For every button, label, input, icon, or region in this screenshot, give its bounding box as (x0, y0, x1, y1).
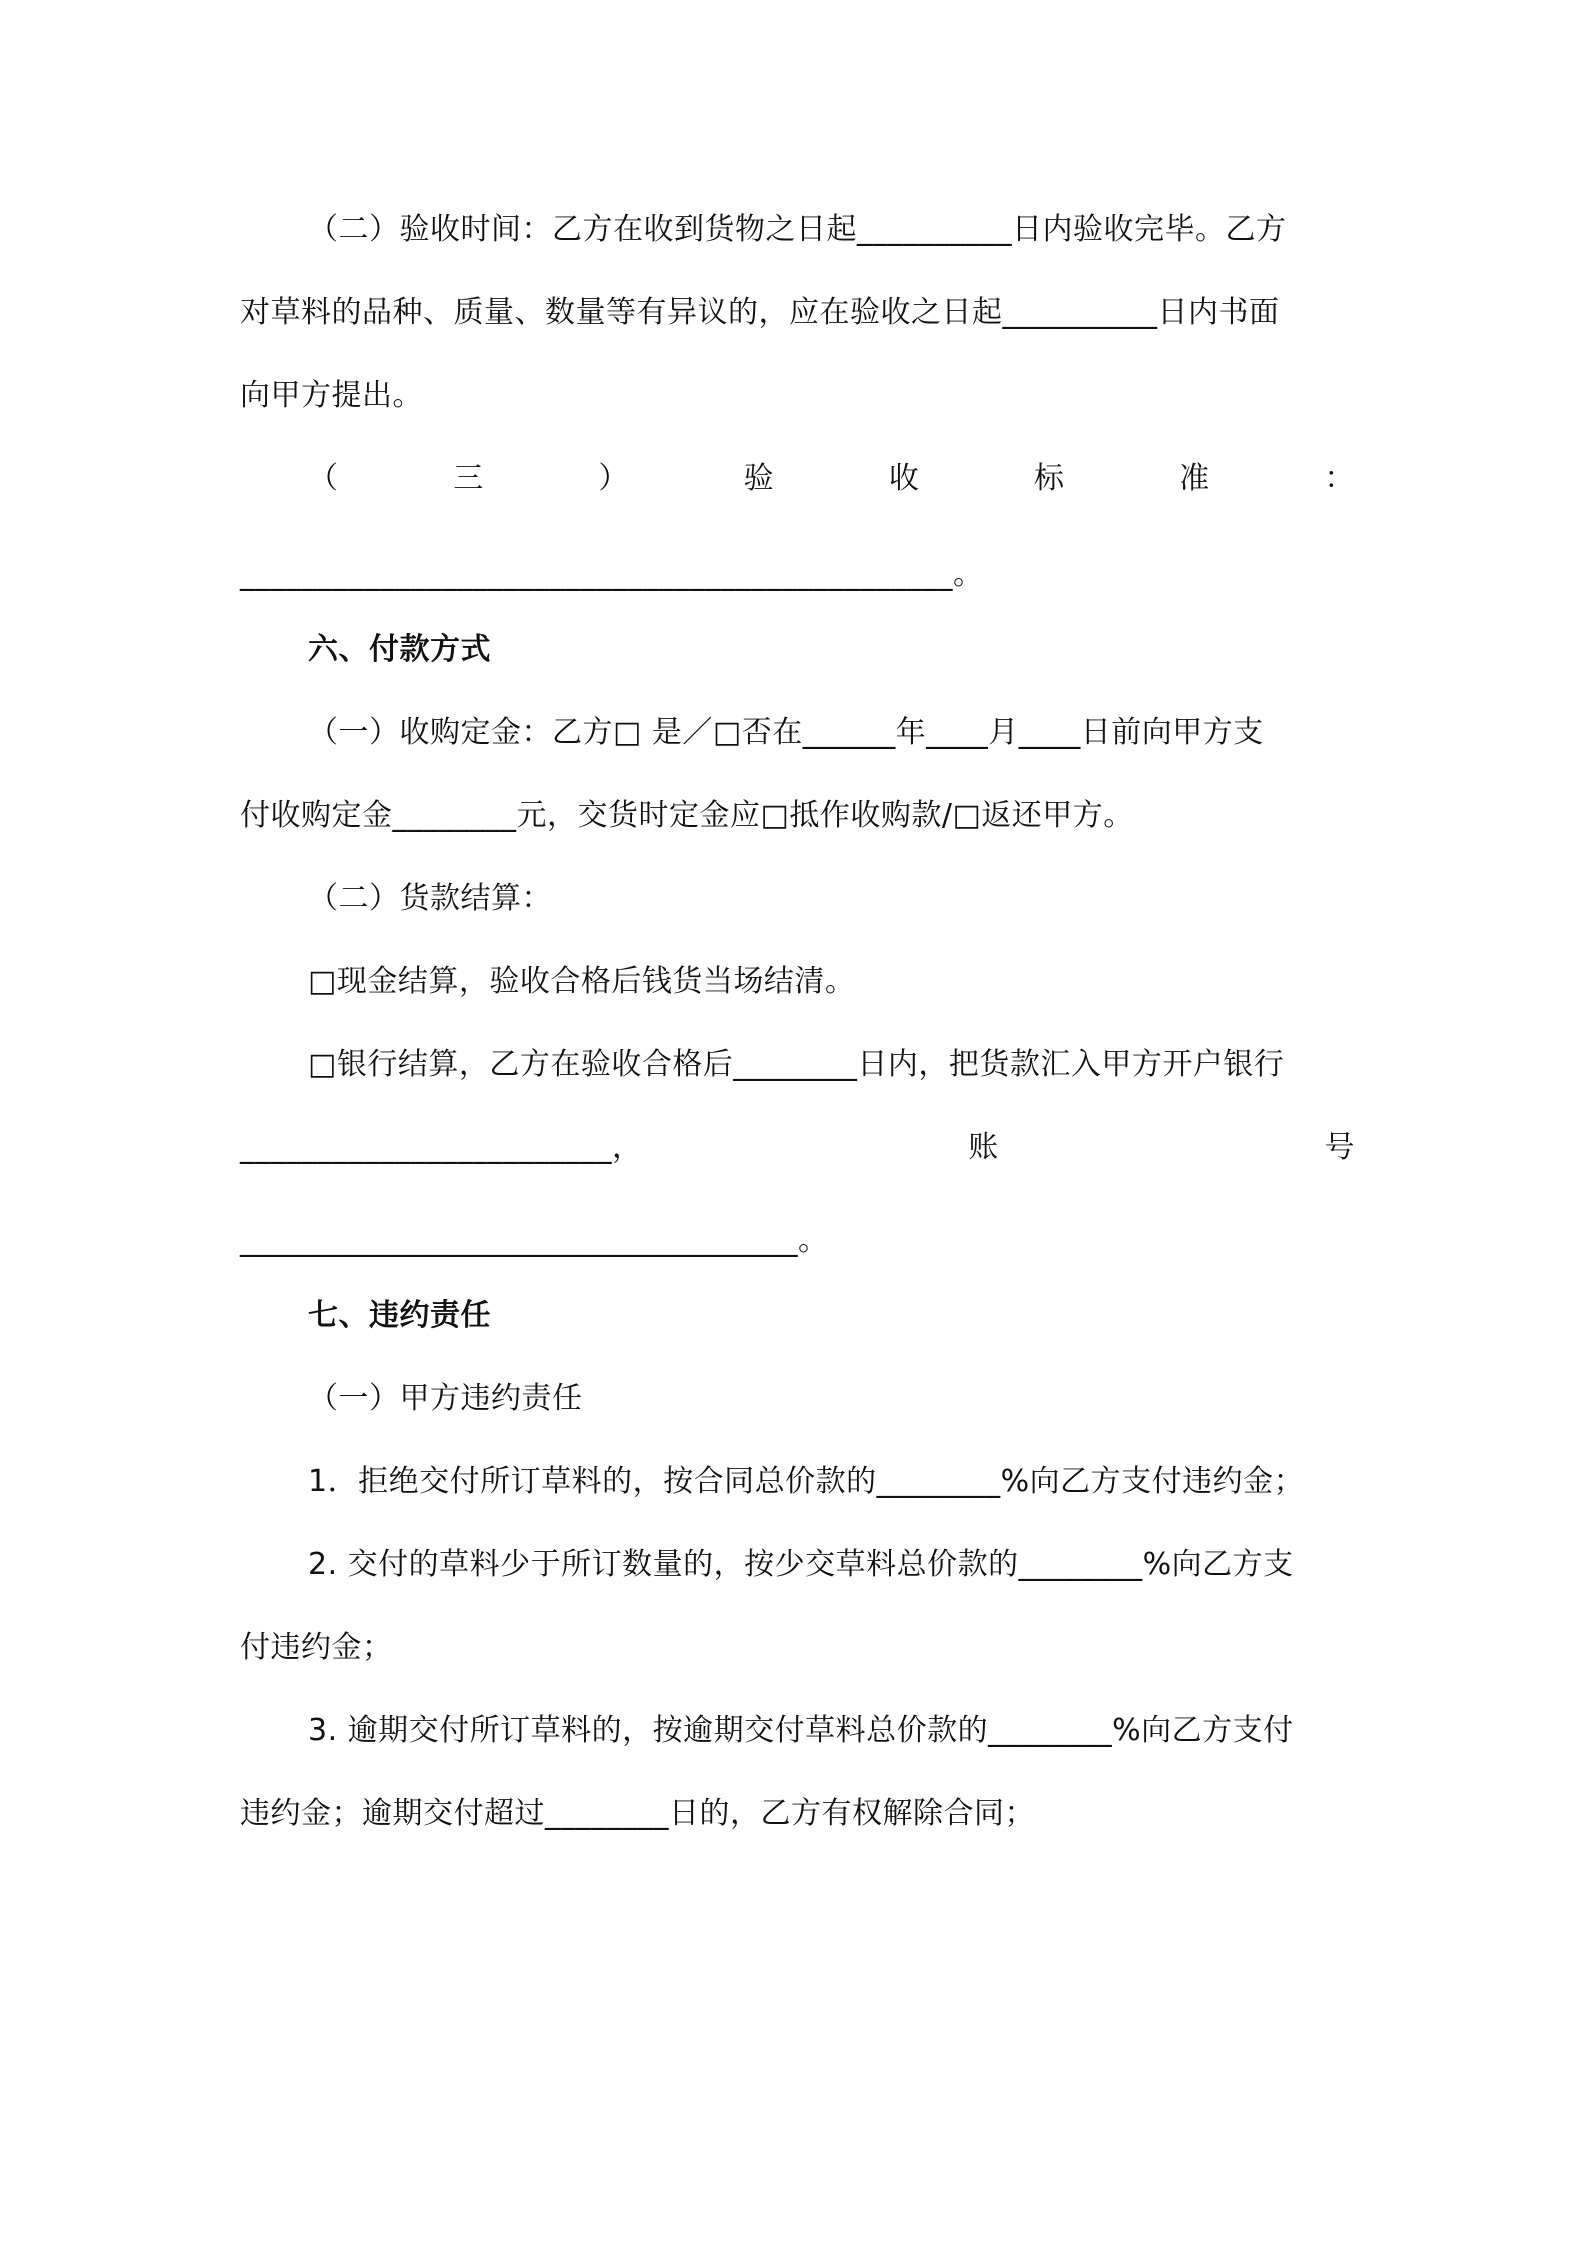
account-label-part: 号 (1324, 1130, 1355, 1165)
acceptance-time-line-2: 对草料的品种、质量、数量等有异议的，应在验收之日起__________日内书面 (240, 295, 1280, 330)
standard-part: 验 (743, 461, 775, 496)
section-heading-breach: 七、违约责任 (308, 1298, 491, 1333)
deposit-line-2: 付收购定金________元，交货时定金应□抵作收购款/□返还甲方。 (240, 798, 1134, 833)
standard-part: 标 (1034, 461, 1065, 496)
acceptance-standard-blank: ______________________________________________。 (240, 557, 984, 592)
breach-item-3-line-2: 违约金；逾期交付超过________日的，乙方有权解除合同； (240, 1796, 1035, 1831)
standard-part: 准 (1179, 461, 1210, 496)
acceptance-time-line-1: （二）验收时间：乙方在收到货物之日起__________日内验收完毕。乙方 (308, 212, 1287, 247)
standard-part: 三 (453, 461, 484, 496)
standard-part: ： (1324, 461, 1355, 496)
standard-part: ） (598, 461, 629, 496)
acceptance-time-line-3: 向甲方提出。 (240, 378, 423, 413)
breach-item-2-line-2: 付违约金； (240, 1630, 393, 1665)
breach-item-2-line-1: 2. 交付的草料少于所订数量的，按少交草料总价款的________%向乙方支 (308, 1547, 1294, 1582)
account-label-part: 账 (968, 1130, 999, 1165)
bank-account-row (240, 1118, 1355, 1178)
standard-part: 收 (888, 461, 920, 496)
breach-item-1: 1．拒绝交付所订草料的，按合同总价款的________%向乙方支付违约金； (308, 1464, 1305, 1499)
account-number-blank: ____________________________________。 (240, 1223, 829, 1258)
bank-blank: ________________________， (240, 1130, 643, 1165)
bank-settlement-line: □银行结算，乙方在验收合格后________日内，把货款汇入甲方开户银行 (308, 1047, 1285, 1082)
cash-settlement-line: □现金结算，验收合格后钱货当场结清。 (308, 964, 856, 999)
settlement-heading: （二）货款结算： (308, 881, 552, 916)
section-heading-payment: 六、付款方式 (308, 632, 491, 667)
acceptance-standard-row (308, 449, 1355, 509)
standard-part: （ (308, 461, 339, 496)
breach-item-3-line-1: 3. 逾期交付所订草料的，按逾期交付草料总价款的________%向乙方支付 (308, 1713, 1294, 1748)
party-a-breach-heading: （一）甲方违约责任 (308, 1381, 583, 1416)
deposit-line-1: （一）收购定金：乙方□ 是／□否在______年____月____日前向甲方支 (308, 715, 1264, 750)
